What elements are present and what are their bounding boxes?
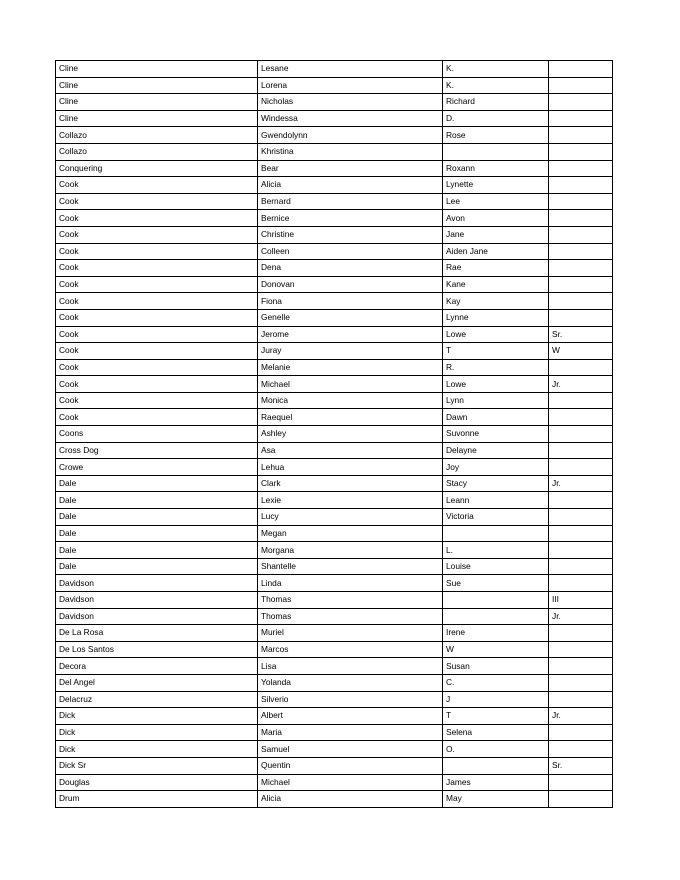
table-row [56,127,613,144]
first-name-cell: Christine [258,226,443,243]
table-row [56,210,613,227]
first-name-cell: Linda [258,575,443,592]
middle-name-cell: Avon [443,210,549,227]
suffix-cell [549,392,613,409]
middle-name-cell: T [443,343,549,360]
first-name-cell: Colleen [258,243,443,260]
suffix-cell [549,442,613,459]
last-name-cell: Cook [56,326,258,343]
last-name-cell: Cross Dog [56,442,258,459]
last-name-cell: Dale [56,558,258,575]
middle-name-cell: Kay [443,293,549,310]
table-row [56,492,613,509]
last-name-cell: Davidson [56,608,258,625]
suffix-cell [549,77,613,94]
last-name-cell: Cook [56,243,258,260]
middle-name-cell: D. [443,110,549,127]
middle-name-cell: C. [443,674,549,691]
table-row [56,309,613,326]
first-name-cell: Khristina [258,143,443,160]
suffix-cell [549,525,613,542]
middle-name-cell: Selena [443,724,549,741]
middle-name-cell: Roxann [443,160,549,177]
table-row [56,442,613,459]
first-name-cell: Jerome [258,326,443,343]
table-row [56,741,613,758]
first-name-cell: Silverio [258,691,443,708]
table-row [56,359,613,376]
last-name-cell: Coons [56,426,258,443]
last-name-cell: Cline [56,77,258,94]
last-name-cell: Collazo [56,143,258,160]
table-row [56,509,613,526]
last-name-cell: Douglas [56,774,258,791]
first-name-cell: Donovan [258,276,443,293]
last-name-cell: De La Rosa [56,625,258,642]
suffix-cell: Jr. [549,376,613,393]
table-row [56,177,613,194]
suffix-cell [549,791,613,808]
table-row [56,143,613,160]
table-row [56,774,613,791]
table-row [56,326,613,343]
last-name-cell: Cook [56,177,258,194]
suffix-cell [549,143,613,160]
first-name-cell: Michael [258,774,443,791]
table-row [56,243,613,260]
suffix-cell [549,127,613,144]
table-row [56,260,613,277]
last-name-cell: Cook [56,309,258,326]
first-name-cell: Quentin [258,757,443,774]
last-name-cell: Davidson [56,575,258,592]
table-row [56,791,613,808]
last-name-cell: Delacruz [56,691,258,708]
table-row [56,160,613,177]
suffix-cell: Jr. [549,475,613,492]
last-name-cell: Dick [56,708,258,725]
suffix-cell [549,409,613,426]
table-row [56,61,613,78]
last-name-cell: Dale [56,492,258,509]
middle-name-cell: Sue [443,575,549,592]
suffix-cell [549,724,613,741]
middle-name-cell: R. [443,359,549,376]
last-name-cell: Cook [56,210,258,227]
suffix-cell [549,542,613,559]
table-row [56,641,613,658]
table-row [56,376,613,393]
suffix-cell [549,260,613,277]
middle-name-cell: Delayne [443,442,549,459]
table-row [56,226,613,243]
middle-name-cell: Jane [443,226,549,243]
last-name-cell: Drum [56,791,258,808]
table-row [56,724,613,741]
first-name-cell: Nicholas [258,94,443,111]
suffix-cell [549,359,613,376]
last-name-cell: Decora [56,658,258,675]
table-row [56,409,613,426]
middle-name-cell: K. [443,61,549,78]
middle-name-cell [443,757,549,774]
suffix-cell [549,210,613,227]
last-name-cell: Cook [56,343,258,360]
table-row [56,110,613,127]
suffix-cell [549,61,613,78]
middle-name-cell: W [443,641,549,658]
first-name-cell: Samuel [258,741,443,758]
suffix-cell [549,243,613,260]
first-name-cell: Juray [258,343,443,360]
last-name-cell: Cook [56,392,258,409]
suffix-cell [549,459,613,476]
first-name-cell: Lehua [258,459,443,476]
middle-name-cell: Suvonne [443,426,549,443]
suffix-cell [549,177,613,194]
first-name-cell: Lexie [258,492,443,509]
suffix-cell: Jr. [549,608,613,625]
middle-name-cell: Irene [443,625,549,642]
middle-name-cell: Dawn [443,409,549,426]
suffix-cell [549,193,613,210]
last-name-cell: Crowe [56,459,258,476]
table-row [56,525,613,542]
middle-name-cell: Lynette [443,177,549,194]
last-name-cell: Dick [56,741,258,758]
first-name-cell: Lorena [258,77,443,94]
suffix-cell: Sr. [549,326,613,343]
table-row [56,757,613,774]
suffix-cell [549,276,613,293]
table-row [56,77,613,94]
table-row [56,392,613,409]
middle-name-cell [443,592,549,609]
last-name-cell: Dale [56,542,258,559]
suffix-cell: Jr. [549,708,613,725]
suffix-cell [549,309,613,326]
last-name-cell: Dale [56,509,258,526]
middle-name-cell: L. [443,542,549,559]
last-name-cell: Cook [56,409,258,426]
first-name-cell: Ashley [258,426,443,443]
first-name-cell: Asa [258,442,443,459]
suffix-cell [549,774,613,791]
first-name-cell: Albert [258,708,443,725]
first-name-cell: Melanie [258,359,443,376]
first-name-cell: Shantelle [258,558,443,575]
middle-name-cell: Lynn [443,392,549,409]
first-name-cell: Gwendolynn [258,127,443,144]
middle-name-cell: Aiden Jane [443,243,549,260]
middle-name-cell: Rose [443,127,549,144]
first-name-cell: Bernice [258,210,443,227]
middle-name-cell: James [443,774,549,791]
suffix-cell [549,558,613,575]
first-name-cell: Thomas [258,608,443,625]
last-name-cell: Cook [56,359,258,376]
middle-name-cell: Susan [443,658,549,675]
first-name-cell: Muriel [258,625,443,642]
last-name-cell: Cook [56,293,258,310]
first-name-cell: Lesane [258,61,443,78]
first-name-cell: Morgana [258,542,443,559]
last-name-cell: Cook [56,276,258,293]
table-row [56,558,613,575]
last-name-cell: Collazo [56,127,258,144]
table-row [56,459,613,476]
last-name-cell: Cook [56,260,258,277]
first-name-cell: Yolanda [258,674,443,691]
last-name-cell: Dale [56,525,258,542]
suffix-cell [549,741,613,758]
first-name-cell: Alicia [258,791,443,808]
middle-name-cell [443,525,549,542]
suffix-cell [549,426,613,443]
table-row [56,276,613,293]
table-row [56,658,613,675]
suffix-cell [549,226,613,243]
table-row [56,542,613,559]
first-name-cell: Michael [258,376,443,393]
middle-name-cell: K. [443,77,549,94]
suffix-cell: Sr. [549,757,613,774]
first-name-cell: Dena [258,260,443,277]
last-name-cell: Cook [56,376,258,393]
middle-name-cell [443,143,549,160]
middle-name-cell: Rae [443,260,549,277]
first-name-cell: Raequel [258,409,443,426]
suffix-cell [549,641,613,658]
first-name-cell: Lisa [258,658,443,675]
middle-name-cell: Lowe [443,326,549,343]
middle-name-cell: O. [443,741,549,758]
last-name-cell: Cline [56,61,258,78]
first-name-cell: Windessa [258,110,443,127]
suffix-cell [549,492,613,509]
table-row [56,94,613,111]
last-name-cell: Cline [56,110,258,127]
table-row [56,674,613,691]
table-row [56,592,613,609]
first-name-cell: Thomas [258,592,443,609]
name-roster-table [55,60,613,808]
first-name-cell: Clark [258,475,443,492]
table-row [56,475,613,492]
last-name-cell: Dale [56,475,258,492]
table-row [56,343,613,360]
table-row [56,426,613,443]
table-row [56,193,613,210]
middle-name-cell: J [443,691,549,708]
suffix-cell [549,658,613,675]
middle-name-cell: T [443,708,549,725]
middle-name-cell: Kane [443,276,549,293]
middle-name-cell: Victoria [443,509,549,526]
last-name-cell: Cook [56,193,258,210]
middle-name-cell [443,608,549,625]
suffix-cell [549,94,613,111]
last-name-cell: Dick Sr [56,757,258,774]
table-row [56,608,613,625]
table-row [56,625,613,642]
first-name-cell: Genelle [258,309,443,326]
roster-body [56,61,613,808]
suffix-cell [549,293,613,310]
first-name-cell: Bear [258,160,443,177]
last-name-cell: Davidson [56,592,258,609]
last-name-cell: Cline [56,94,258,111]
last-name-cell: De Los Santos [56,641,258,658]
middle-name-cell: May [443,791,549,808]
middle-name-cell: Richard [443,94,549,111]
first-name-cell: Marcos [258,641,443,658]
middle-name-cell: Louise [443,558,549,575]
first-name-cell: Megan [258,525,443,542]
middle-name-cell: Lee [443,193,549,210]
first-name-cell: Lucy [258,509,443,526]
first-name-cell: Bernard [258,193,443,210]
middle-name-cell: Leann [443,492,549,509]
last-name-cell: Cook [56,226,258,243]
last-name-cell: Dick [56,724,258,741]
first-name-cell: Fiona [258,293,443,310]
table-row [56,575,613,592]
first-name-cell: Maria [258,724,443,741]
suffix-cell [549,110,613,127]
suffix-cell [549,691,613,708]
suffix-cell [549,575,613,592]
suffix-cell [549,160,613,177]
middle-name-cell: Stacy [443,475,549,492]
first-name-cell: Alicia [258,177,443,194]
suffix-cell [549,509,613,526]
table-row [56,691,613,708]
suffix-cell: III [549,592,613,609]
middle-name-cell: Lynne [443,309,549,326]
table-row [56,293,613,310]
middle-name-cell: Lowe [443,376,549,393]
suffix-cell [549,625,613,642]
first-name-cell: Monica [258,392,443,409]
middle-name-cell: Joy [443,459,549,476]
last-name-cell: Conquering [56,160,258,177]
suffix-cell: W [549,343,613,360]
last-name-cell: Del Angel [56,674,258,691]
table-row [56,708,613,725]
suffix-cell [549,674,613,691]
